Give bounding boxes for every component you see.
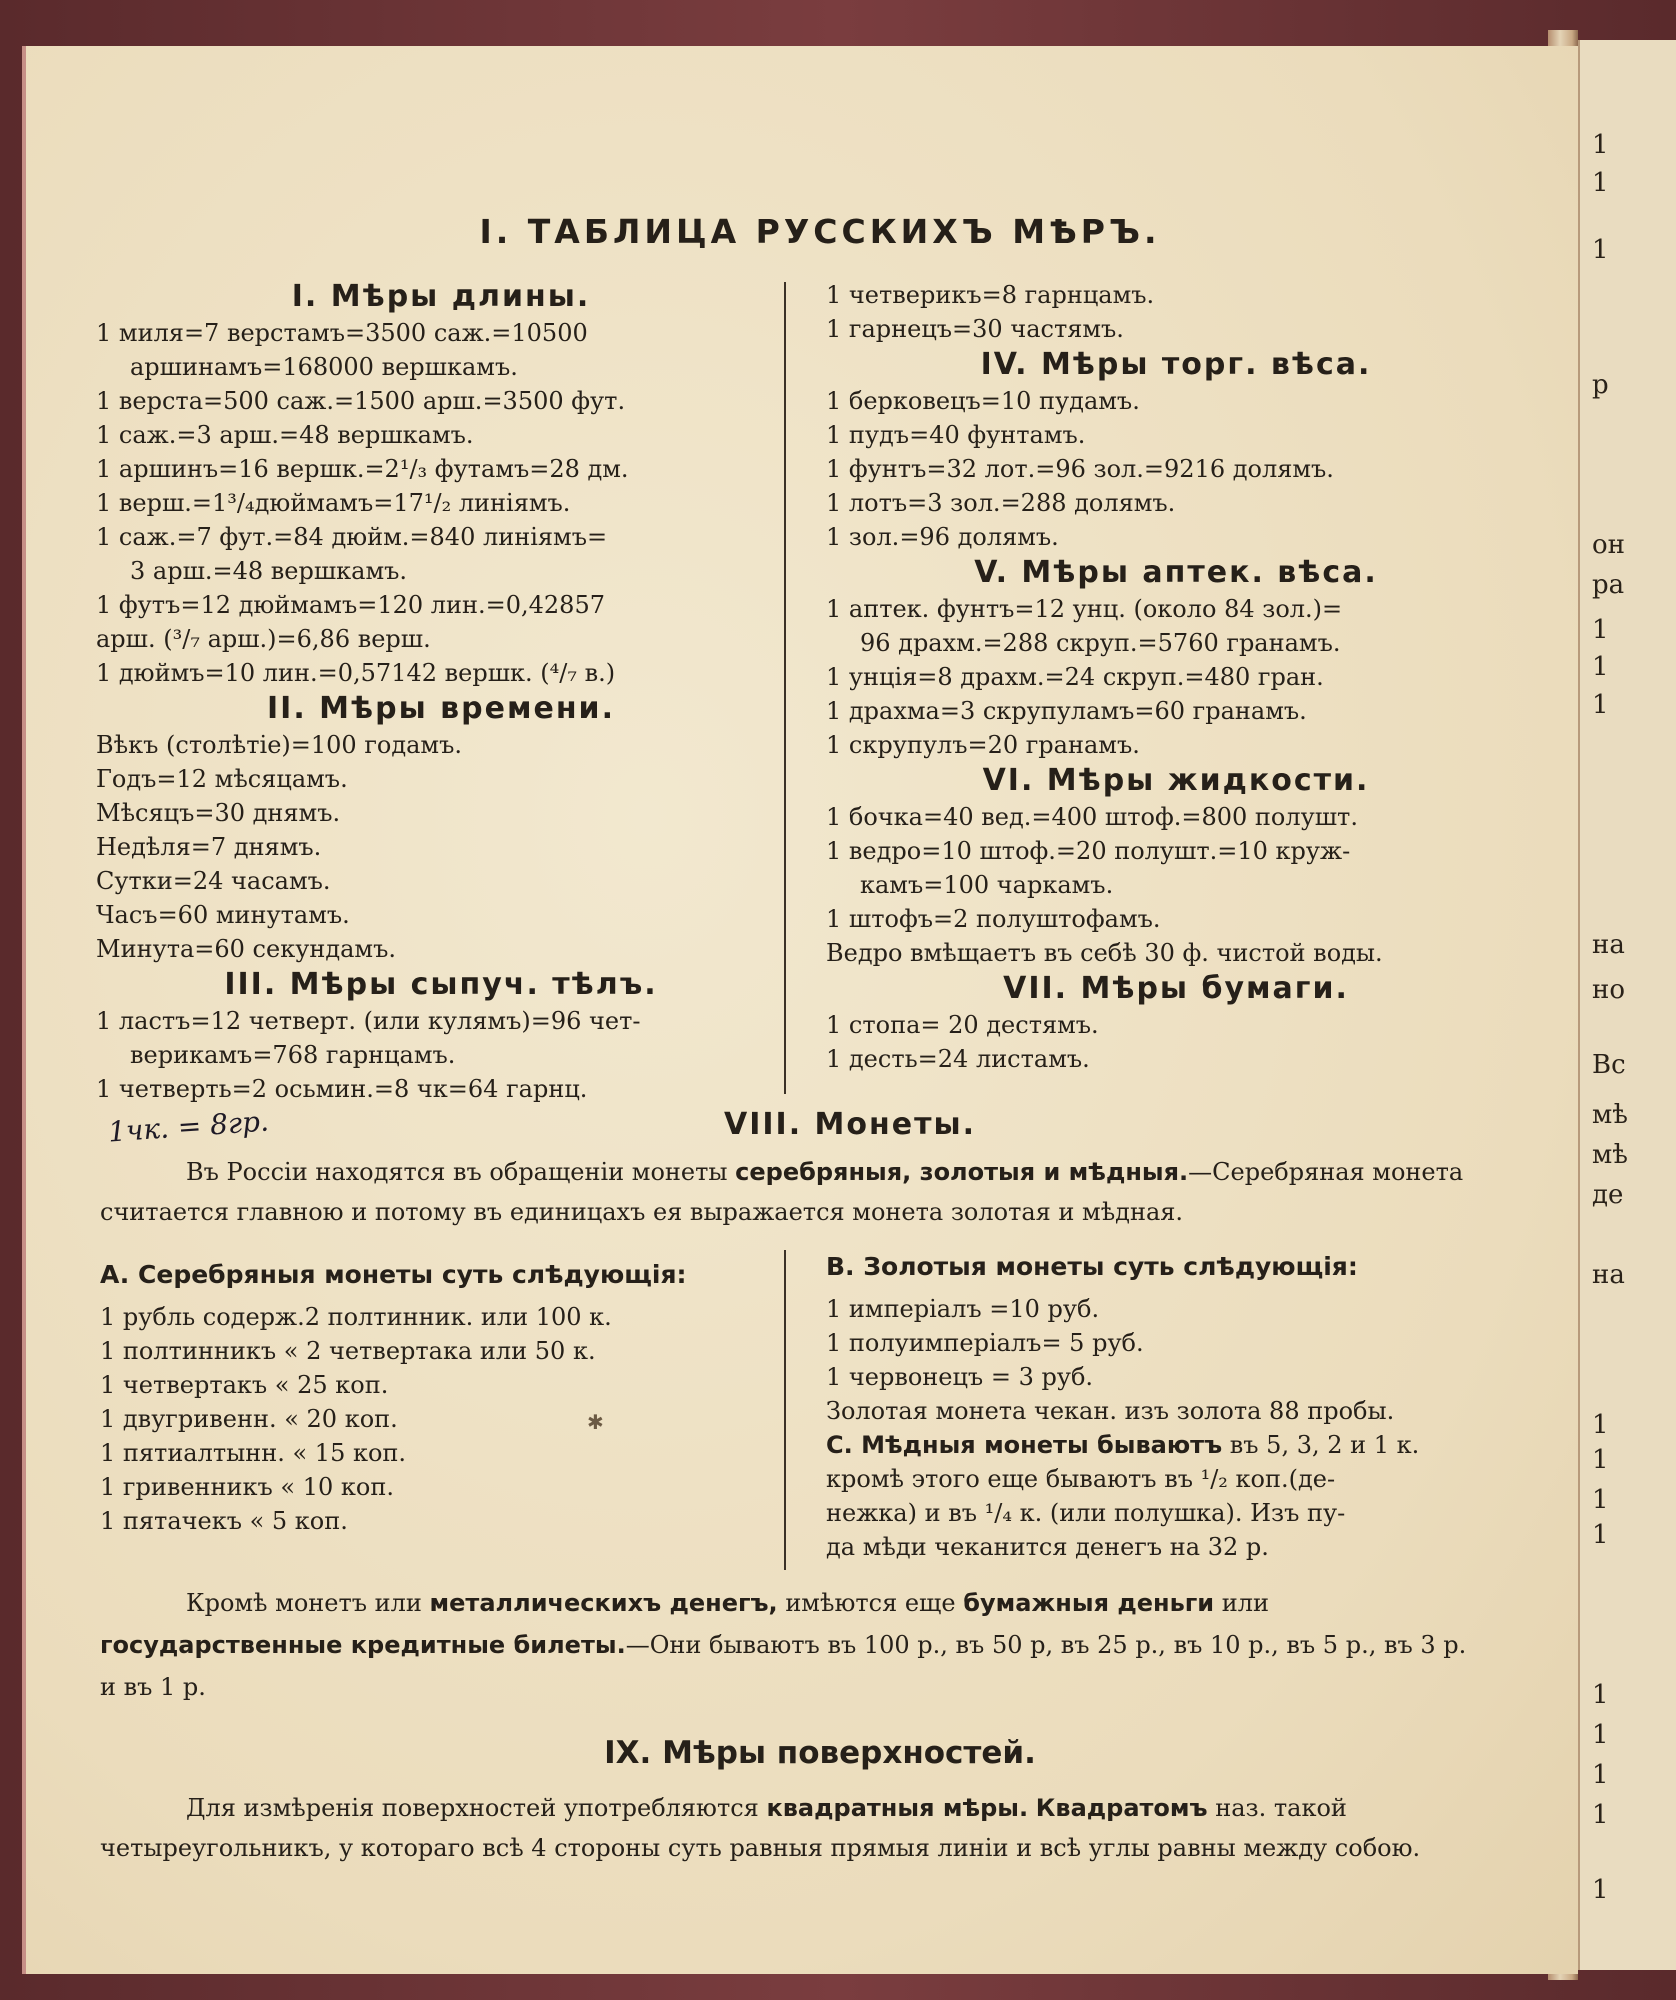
next-page-fragment: 1 <box>1592 690 1609 720</box>
gold-coins-title: B. Золотыя монеты суть слѣдующія: <box>826 1252 1358 1281</box>
s4-line: 1 лотъ=3 зол.=288 долямъ. <box>826 489 1176 517</box>
coins-intro-text: Въ Россіи находятся въ обращеніи монеты <box>186 1158 728 1186</box>
s2-line: Мѣсяцъ=30 днямъ. <box>96 799 341 827</box>
copper-coin-line: кромѣ этого еще бываютъ въ ¹/₂ коп.(де- <box>826 1465 1336 1493</box>
s6-line: Ведро вмѣщаетъ въ себѣ 30 ф. чистой воды. <box>826 939 1383 967</box>
s3-line: 1 четверть=2 осьмин.=8 чк=64 гарнц. <box>96 1075 588 1103</box>
s1-line: 1 футъ=12 дюймамъ=120 лин.=0,42857 <box>96 591 605 619</box>
surface-bold: квадратныя мѣры. <box>766 1794 1029 1822</box>
silver-coins-title: A. Серебряныя монеты суть слѣдующія: <box>100 1260 687 1289</box>
s2-line: Сутки=24 часамъ. <box>96 867 331 895</box>
s2-line: Часъ=60 минутамъ. <box>96 901 350 929</box>
s1-line: арш. (³/₇ арш.)=6,86 верш. <box>96 625 431 653</box>
next-page-fragment: 1 <box>1592 1720 1609 1750</box>
surface-text: Для измѣренія поверхностей употребляются <box>186 1794 759 1822</box>
paper-money-text: —Они бываютъ въ 100 р., въ 50 р, въ 25 р., въ 10 р., въ 5 р., въ 3 р. и въ 1 р. <box>100 1631 1467 1701</box>
section-4-title: IV. Мѣры торг. вѣса. <box>980 347 1372 382</box>
copper-coins-values: въ 5, 3, 2 и 1 к. <box>1229 1431 1420 1459</box>
s3-cont-line: 1 четверикъ=8 гарнцамъ. <box>826 281 1155 309</box>
paper-money-bold: металлическихъ денегъ, <box>429 1589 778 1617</box>
surface-text: наз. такой четыреугольникъ, у котораго всѣ 4 стороны суть равныя прямыя линіи и всѣ углы равны между собою. <box>100 1794 1421 1862</box>
silver-coin-line: 1 рубль содерж.2 полтинник. или 100 к. <box>100 1303 612 1331</box>
paper-money-bold: государственные кредитные билеты. <box>100 1631 626 1659</box>
silver-coin-line: 1 пятиалтынн. « 15 коп. <box>100 1439 407 1467</box>
silver-coin-line: 1 гривенникъ « 10 коп. <box>100 1473 394 1501</box>
section-3-title: III. Мѣры сыпуч. тѣлъ. <box>224 967 658 1002</box>
s6-line: 1 штофъ=2 полуштофамъ. <box>826 905 1161 933</box>
s1-line: 3 арш.=48 вершкамъ. <box>130 557 408 585</box>
s1-line: 1 миля=7 верстамъ=3500 саж.=10500 <box>96 319 588 347</box>
s1-line: 1 саж.=3 арш.=48 вершкамъ. <box>96 421 474 449</box>
surface-measures-paragraph <box>100 1788 1480 1868</box>
coins-intro-text: —Серебряная монета считается главною и потому въ единицахъ ея выражается монета золотая и мѣдная. <box>100 1158 1464 1226</box>
paper-money-text: имѣются еще <box>785 1589 956 1617</box>
s6-line: 1 бочка=40 вед.=400 штоф.=800 полушт. <box>826 803 1358 831</box>
gold-coin-line: 1 полуимперіалъ= 5 руб. <box>826 1329 1144 1357</box>
s2-line: Вѣкъ (столѣтіе)=100 годамъ. <box>96 731 462 759</box>
gold-coin-line: Золотая монета чекан. изъ золота 88 пробы. <box>826 1397 1395 1425</box>
s5-line: 1 унція=8 драхм.=24 скруп.=480 гран. <box>826 663 1324 691</box>
s4-line: 1 зол.=96 долямъ. <box>826 523 1059 551</box>
silver-coin-line: 1 пятачекъ « 5 коп. <box>100 1507 348 1535</box>
gold-coin-line: 1 имперіалъ =10 руб. <box>826 1295 1100 1323</box>
section-2-title: II. Мѣры времени. <box>267 691 615 726</box>
s5-line: 1 драхма=3 скрупуламъ=60 гранамъ. <box>826 697 1307 725</box>
section-9-title: IX. Мѣры поверхностей. <box>604 1735 1036 1771</box>
next-page-fragment: де <box>1592 1180 1624 1210</box>
s5-line: 96 драхм.=288 скруп.=5760 гранамъ. <box>860 629 1341 657</box>
s1-line: 1 аршинъ=16 вершк.=2¹/₃ футамъ=28 дм. <box>96 455 629 483</box>
s1-line: 1 верш.=1³/₄дюймамъ=17¹/₂ линіямъ. <box>96 489 571 517</box>
s7-line: 1 стопа= 20 дестямъ. <box>826 1011 1099 1039</box>
next-page-fragment: 1 <box>1592 1760 1609 1790</box>
s2-line: Недѣля=7 днямъ. <box>96 833 322 861</box>
silver-coins-block <box>100 1258 780 1538</box>
s2-line: Минута=60 секундамъ. <box>96 935 396 963</box>
s5-line: 1 аптек. фунтъ=12 унц. (около 84 зол.)= <box>826 595 1343 623</box>
s1-line: 1 дюймъ=10 лин.=0,57142 вершк. (⁴/₇ в.) <box>96 659 616 687</box>
left-column <box>96 278 786 1106</box>
next-page-fragment: 1 <box>1592 1445 1609 1475</box>
gold-coin-line: 1 червонецъ = 3 руб. <box>826 1363 1094 1391</box>
paper-blemish: ✱ <box>587 1410 604 1434</box>
s4-line: 1 фунтъ=32 лот.=96 зол.=9216 долямъ. <box>826 455 1334 483</box>
coins-intro-bold: серебряныя, золотыя и мѣдныя. <box>735 1158 1189 1186</box>
next-page-fragment: 1 <box>1592 1800 1609 1830</box>
paper-money-text: или <box>1221 1589 1270 1617</box>
column-divider <box>784 282 786 1094</box>
next-page-fragment: 1 <box>1592 168 1609 198</box>
s6-line: 1 ведро=10 штоф.=20 полушт.=10 круж- <box>826 837 1351 865</box>
paper-money-paragraph <box>100 1582 1480 1708</box>
next-page-fragment: мѣ <box>1592 1140 1628 1170</box>
surface-bold: Квадратомъ <box>1035 1794 1208 1822</box>
next-page-fragment: 1 <box>1592 652 1609 682</box>
coins-column-divider <box>784 1250 786 1570</box>
s1-line: 1 саж.=7 фут.=84 дюйм.=840 линіямъ= <box>96 523 608 551</box>
next-page-fragment: 1 <box>1592 1875 1609 1905</box>
paper-money-bold: бумажныя деньги <box>963 1589 1215 1617</box>
next-page-fragment: он <box>1592 530 1625 560</box>
s3-line: 1 ластъ=12 четверт. (или кулямъ)=96 чет- <box>96 1007 641 1035</box>
s7-line: 1 десть=24 листамъ. <box>826 1045 1090 1073</box>
next-page-fragment: но <box>1592 975 1625 1005</box>
next-page-fragment: 1 <box>1592 615 1609 645</box>
next-page-fragment: 1 <box>1592 1410 1609 1440</box>
gold-coins-block <box>826 1250 1526 1564</box>
right-column <box>826 278 1526 1076</box>
s5-line: 1 скрупулъ=20 гранамъ. <box>826 731 1140 759</box>
next-page-fragment: ра <box>1592 570 1625 600</box>
copper-coin-line: да мѣди чеканится денегъ на 32 р. <box>826 1533 1269 1561</box>
s1-line: аршинамъ=168000 вершкамъ. <box>130 353 518 381</box>
next-page-fragment: Вс <box>1592 1050 1626 1080</box>
s4-line: 1 пудъ=40 фунтамъ. <box>826 421 1086 449</box>
handwritten-note: 1чк. = 8гр. <box>107 1104 270 1149</box>
copper-coins-header <box>826 1428 1526 1462</box>
next-page-fragment: 1 <box>1592 1520 1609 1550</box>
section-5-title: V. Мѣры аптек. вѣса. <box>974 555 1378 590</box>
next-page-fragment: 1 <box>1592 235 1609 265</box>
section-7-title: VII. Мѣры бумаги. <box>1003 971 1349 1006</box>
next-page-fragment: на <box>1592 930 1625 960</box>
s6-line: камъ=100 чаркамъ. <box>860 871 1114 899</box>
next-page-fragment: на <box>1592 1260 1625 1290</box>
page-title: I. ТАБЛИЦА РУССКИХЪ МѢРЪ. <box>479 212 1161 251</box>
section-6-title: VI. Мѣры жидкости. <box>982 763 1370 798</box>
next-page-fragment: 1 <box>1592 130 1609 160</box>
silver-coin-line: 1 полтинникъ « 2 четвертака или 50 к. <box>100 1337 596 1365</box>
copper-coins-title: C. Мѣдныя монеты бываютъ <box>826 1431 1223 1459</box>
next-page-fragment: р <box>1592 370 1609 400</box>
s2-line: Годъ=12 мѣсяцамъ. <box>96 765 348 793</box>
s3-cont-line: 1 гарнецъ=30 частямъ. <box>826 315 1124 343</box>
section-1-title: I. Мѣры длины. <box>291 279 591 314</box>
copper-coin-line: нежка) и въ ¹/₄ к. (или полушка). Изъ пу- <box>826 1499 1346 1527</box>
section-8-title: VIII. Монеты. <box>724 1107 976 1142</box>
silver-coin-line: 1 двугривенн. « 20 коп. <box>100 1405 398 1433</box>
next-page-fragment: 1 <box>1592 1485 1609 1515</box>
s3-line: верикамъ=768 гарнцамъ. <box>130 1041 456 1069</box>
paper-money-text: Кромѣ монетъ или <box>186 1589 422 1617</box>
next-page-fragment: мѣ <box>1592 1100 1628 1130</box>
next-page-edge <box>1578 40 1676 1970</box>
s1-line: 1 верста=500 саж.=1500 арш.=3500 фут. <box>96 387 626 415</box>
next-page-fragment: 1 <box>1592 1680 1609 1710</box>
s4-line: 1 берковецъ=10 пудамъ. <box>826 387 1140 415</box>
silver-coin-line: 1 четвертакъ « 25 коп. <box>100 1371 389 1399</box>
coins-intro <box>100 1152 1480 1232</box>
